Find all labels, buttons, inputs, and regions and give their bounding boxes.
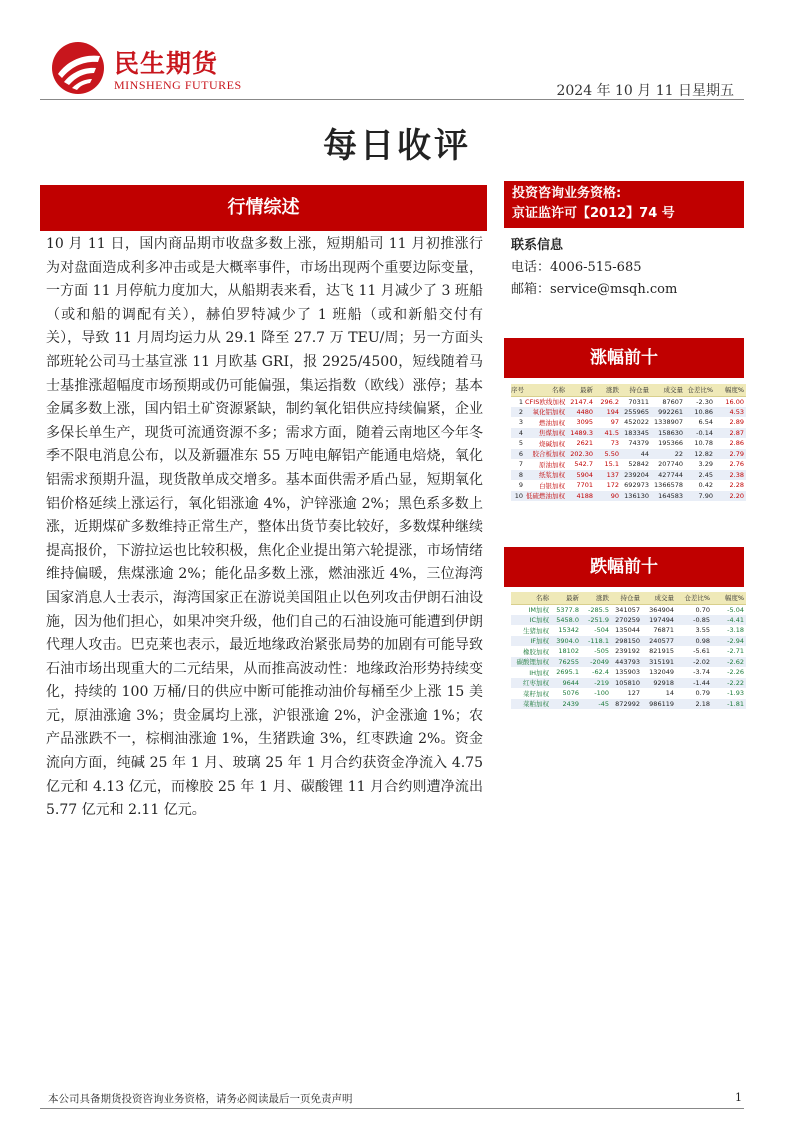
losers-cell: 2439 [551,699,581,710]
gainers-row [511,438,746,449]
losers-row [511,615,746,626]
gainers-row [511,459,746,470]
gainers-cell: 3095 [567,417,595,428]
gainers-cell: 5.50 [595,449,621,460]
losers-header-cell: 涨跌 [581,592,611,604]
gainers-header-cell: 持仓量 [621,384,651,396]
footer-divider [40,1108,744,1109]
losers-cell: 76871 [642,625,676,636]
gainers-cell: -2.30 [685,396,715,407]
gainers-cell: 7701 [567,480,595,491]
gainers-cell: 2.89 [715,417,746,428]
losers-cell: 986119 [642,699,676,710]
losers-cell: -3.74 [676,667,712,678]
gainers-header-cell: 名称 [525,384,567,396]
gainers-row [511,396,746,407]
gainers-cell: 3 [511,417,525,428]
gainers-cell: 87607 [651,396,685,407]
gainers-cell: 1338907 [651,417,685,428]
losers-cell: 821915 [642,646,676,657]
gainers-header-cell: 成交量 [651,384,685,396]
losers-cell: 105810 [611,678,642,689]
gainers-cell: 白银加权 [525,480,567,491]
gainers-header-cell: 序号 [511,384,525,396]
gainers-cell: 4480 [567,407,595,418]
gainers-cell: 5904 [567,470,595,481]
gainers-row [511,480,746,491]
page-number: 1 [735,1091,742,1104]
gainers-cell: 低硫燃油加权 [526,492,565,501]
company-name-en: MINSHENG FUTURES [114,78,242,92]
contact-phone: 电话：4006-515-685 [511,260,642,275]
gainers-cell: 2.79 [715,449,746,460]
losers-row [511,604,746,615]
losers-cell: -251.9 [581,615,611,626]
losers-header-row [511,592,746,604]
gainers-cell: 10.78 [685,438,715,449]
gainers-cell: 2.87 [715,428,746,439]
header-divider [40,99,744,100]
losers-cell: 菜籽加权 [511,688,551,699]
gainers-cell: 692973 [621,480,651,491]
gainers-cell: 2.76 [715,459,746,470]
report-date: 2024 年 10 月 11 日星期五 [556,83,734,99]
losers-cell: 315191 [642,657,676,668]
gainers-cell: 255965 [621,407,651,418]
losers-header-cell: 名称 [511,592,551,604]
losers-cell: -1.81 [712,699,746,710]
losers-cell: 橡胶加权 [511,646,551,657]
gainers-cell: 194 [595,407,621,418]
losers-cell: -45 [581,699,611,710]
gainers-cell: 2147.4 [567,396,595,407]
gainers-row [511,428,746,439]
losers-cell: 5076 [551,688,581,699]
losers-cell: 0.98 [676,636,712,647]
gainers-cell: 137 [595,470,621,481]
gainers-cell: 氧化铝加权 [525,407,567,418]
losers-cell: -1.93 [712,688,746,699]
losers-cell: IF加权 [511,636,551,647]
gainers-cell: 452022 [621,417,651,428]
losers-cell: 135044 [611,625,642,636]
footer-disclaimer: 本公司具备期货投资咨询业务资格，请务必阅读最后一页免责声明 [48,1093,353,1105]
gainers-cell: 0.42 [685,480,715,491]
gainers-header-cell: 仓差比% [685,384,715,396]
gainers-cell: 2621 [567,438,595,449]
gainers-row [511,417,746,428]
gainers-cell: 16.00 [715,396,746,407]
gainers-cell: 73 [595,438,621,449]
gainers-cell: CFIS欧线加权 [525,398,566,406]
losers-cell: 443793 [611,657,642,668]
losers-cell: 92918 [642,678,676,689]
losers-cell: -3.18 [712,625,746,636]
losers-cell: -285.5 [581,604,611,615]
market-summary-text: 10 月 11 日，国内商品期市收盘多数上涨，短期船司 11 月初推涨行为对盘面造成利多冲击或是大概率事件，市场出现两个重要边际变量，一方面 11 月停航力度加大，从船期表来看，达飞 11 月减少了 3 班船（或和船的调配有关），赫伯罗特减少了 1 班船（或和新船交付有关），导致 11 月周均运力从 29.1 降至 27.7 万 TEU/周；另一方面头部班轮公司马士基宣涨 11 月欧基 GRI，报 2925/4500，短线随着马士基推涨超幅度市场预期或仍可能偏强，集运指数（欧线）涨停；基本金属多数上涨，国内铝土矿资源紧缺，制约氧化铝供应持续偏紧，企业多保长单生产，现货可流通资源不多；需求方面，随着云南地区今年冬季不限电消息公布，以及新疆准东 55 万吨电解铝产能通电焙烧，氧化铝需求预期升温，现货散单成交增多。基本面供需矛盾凸显，短期氧化铝价格延续上涨运行，氧化铝涨逾 4%，沪锌涨逾 2%；黑色系多数上涨，近期煤矿多数维持正常生产，整体出货节奏比较好，多数煤种继续提高报价，下游拉运也比较积极，焦化企业提出第六轮提涨，市场情绪维持偏暖，焦煤涨逾 2%；能化品多数上涨，燃油涨近 4%，三位海湾国家消息人士表示，海湾国家正在游说美国阻止以色列攻击伊朗石油设施，因为他们担心，如果冲突升级，他们自己的石油设施可能遭到伊朗代理人攻击。巴克莱也表示，最近地缘政治紧张局势的加剧有可能导致石油市场出现重大的二元结果，从而推高波动性：地缘政治形势持续变化，持续的 100 万桶/日的供应中断可能推动油价每桶至少上涨 15 美元，原油涨逾 3%；贵金属均上涨，沪银涨逾 2%，沪金涨逾 1%；农产品涨跌不一，棕榈油涨逾 1%，生猪跌逾 3%，红枣跌逾 2%。资金流向方面，纯碱 25 年 1 月、玻璃 25 年 1 月合约获资金净流入 4.75 亿元和 4.13 亿元，而橡胶 25 年 1 月、碳酸锂 11 月合约则遭净流出 5.77 亿元和 2.11 亿元。 [46,236,483,819]
losers-row [511,636,746,647]
gainers-cell: 6 [511,449,525,460]
gainers-cell: 542.7 [567,459,595,470]
losers-header-cell: 持仓量 [611,592,642,604]
gainers-cell: 燃油加权 [525,417,567,428]
losers-cell: -5.04 [712,604,746,615]
gainers-cell: 8 [511,470,525,481]
gainers-banner: 涨幅前十 [504,338,744,378]
gainers-header-row [511,384,746,396]
losers-cell: IH加权 [511,667,551,678]
gainers-cell: 12.82 [685,449,715,460]
losers-cell: 872992 [611,699,642,710]
gainers-cell: 7 [511,459,525,470]
gainers-body [511,396,746,501]
gainers-cell: 2.38 [715,470,746,481]
gainers-cell: 195366 [651,438,685,449]
losers-cell: -4.41 [712,615,746,626]
losers-cell: 341057 [611,604,642,615]
losers-cell: 132049 [642,667,676,678]
gainers-cell: 焦煤加权 [525,428,567,439]
losers-row [511,699,746,710]
gainers-cell: 15.1 [595,459,621,470]
gainers-cell: 2.20 [715,491,746,502]
company-logo [50,40,240,96]
page-title: 每日收评 [323,126,471,166]
gainers-cell: 烧碱加权 [525,438,567,449]
gainers-cell: 97 [595,417,621,428]
gainers-cell: 1366578 [651,480,685,491]
losers-cell: -2.94 [712,636,746,647]
gainers-cell: 427744 [651,470,685,481]
losers-cell: IC加权 [511,615,551,626]
losers-cell: 菜粕加权 [511,699,551,710]
losers-cell: 3904.0 [551,636,581,647]
losers-cell: 135903 [611,667,642,678]
gainers-cell: 44 [621,449,651,460]
losers-cell: -100 [581,688,611,699]
losers-cell: -2.71 [712,646,746,657]
gainers-cell: 4.53 [715,407,746,418]
qualification-line-2: 京证监许可【2012】74 号 [512,206,675,221]
losers-cell: 15342 [551,625,581,636]
losers-cell: 14 [642,688,676,699]
gainers-cell: 1 [511,396,525,407]
losers-cell: -505 [581,646,611,657]
losers-header-cell: 最新 [551,592,581,604]
gainers-cell: 6.54 [685,417,715,428]
gainers-cell: 296.2 [595,396,621,407]
losers-cell: -62.4 [581,667,611,678]
losers-cell: -2049 [581,657,611,668]
gainers-header-cell: 涨跌 [595,384,621,396]
gainers-cell: 992261 [651,407,685,418]
losers-cell: 197494 [642,615,676,626]
losers-table [511,592,746,709]
losers-cell: IM加权 [511,604,551,615]
losers-body [511,604,746,709]
losers-cell: 270259 [611,615,642,626]
losers-cell: 127 [611,688,642,699]
losers-cell: 0.70 [676,604,712,615]
losers-cell: 碳酸锂加权 [511,657,551,668]
losers-cell: 18102 [551,646,581,657]
losers-banner: 跌幅前十 [504,547,744,587]
gainers-cell: 41.5 [595,428,621,439]
gainers-cell: 原油加权 [525,459,567,470]
gainers-cell: 2.28 [715,480,746,491]
minsheng-logo-icon [50,40,106,96]
losers-cell: 239192 [611,646,642,657]
losers-row [511,646,746,657]
losers-cell: 9644 [551,678,581,689]
gainers-row [511,491,746,502]
company-name-cn: 民生期货 [114,49,219,78]
losers-cell: 0.79 [676,688,712,699]
losers-header-cell: 成交量 [642,592,676,604]
contact-title: 联系信息 [511,238,564,253]
losers-cell: 76255 [551,657,581,668]
market-summary-banner: 行情综述 [40,185,487,231]
gainers-row [511,449,746,460]
gainers-cell: 164583 [651,491,685,502]
losers-row [511,678,746,689]
gainers-cell: 90 [595,491,621,502]
losers-cell: -2.62 [712,657,746,668]
gainers-header-cell: 最新 [567,384,595,396]
losers-cell: 298150 [611,636,642,647]
gainers-table [511,384,746,501]
losers-cell: 红枣加权 [511,678,551,689]
losers-row [511,625,746,636]
gainers-cell: 4188 [567,491,595,502]
gainers-row [511,470,746,481]
gainers-cell: 1489.3 [567,428,595,439]
gainers-cell: 2 [511,407,525,418]
gainers-cell: 52842 [621,459,651,470]
gainers-cell: 4 [511,428,525,439]
qualification-line-1: 投资咨询业务资格: [512,186,622,201]
losers-cell: -0.85 [676,615,712,626]
losers-header-cell: 仓差比% [676,592,712,604]
gainers-header-cell: 幅度% [715,384,746,396]
losers-cell: -2.02 [676,657,712,668]
gainers-cell: 22 [651,449,685,460]
gainers-cell: 239204 [621,470,651,481]
losers-cell: 5377.8 [551,604,581,615]
contact-email: 邮箱：service@msqh.com [511,282,678,297]
gainers-cell: 5 [511,438,525,449]
gainers-cell: 2.86 [715,438,746,449]
gainers-row [511,407,746,418]
losers-cell: 2.18 [676,699,712,710]
gainers-cell: 70311 [621,396,651,407]
losers-cell: 5458.0 [551,615,581,626]
losers-row [511,667,746,678]
gainers-cell: 7.90 [685,491,715,502]
gainers-cell: 74379 [621,438,651,449]
losers-cell: -2.26 [712,667,746,678]
gainers-cell: -0.14 [685,428,715,439]
gainers-cell: 207740 [651,459,685,470]
gainers-cell: 纸浆加权 [525,470,567,481]
losers-header-cell: 幅度% [712,592,746,604]
losers-cell: -504 [581,625,611,636]
losers-cell: 364904 [642,604,676,615]
qualification-box [504,181,744,228]
gainers-cell: 172 [595,480,621,491]
losers-cell: -219 [581,678,611,689]
losers-cell: -118.1 [581,636,611,647]
gainers-cell: 10.86 [685,407,715,418]
gainers-cell: 158630 [651,428,685,439]
gainers-cell: 2.45 [685,470,715,481]
gainers-cell: 183345 [621,428,651,439]
losers-cell: 240577 [642,636,676,647]
losers-cell: 生猪加权 [511,625,551,636]
losers-cell: -1.44 [676,678,712,689]
gainers-cell: 202.30 [567,449,595,460]
gainers-cell: 9 [511,480,525,491]
losers-cell: -5.61 [676,646,712,657]
losers-cell: 2695.1 [551,667,581,678]
losers-cell: -2.22 [712,678,746,689]
losers-cell: 3.55 [676,625,712,636]
losers-row [511,657,746,668]
gainers-cell: 136130 [621,491,651,502]
gainers-cell: 10 [511,491,525,502]
gainers-cell: 3.29 [685,459,715,470]
gainers-cell: 胶合板加权 [525,449,567,460]
losers-row [511,688,746,699]
